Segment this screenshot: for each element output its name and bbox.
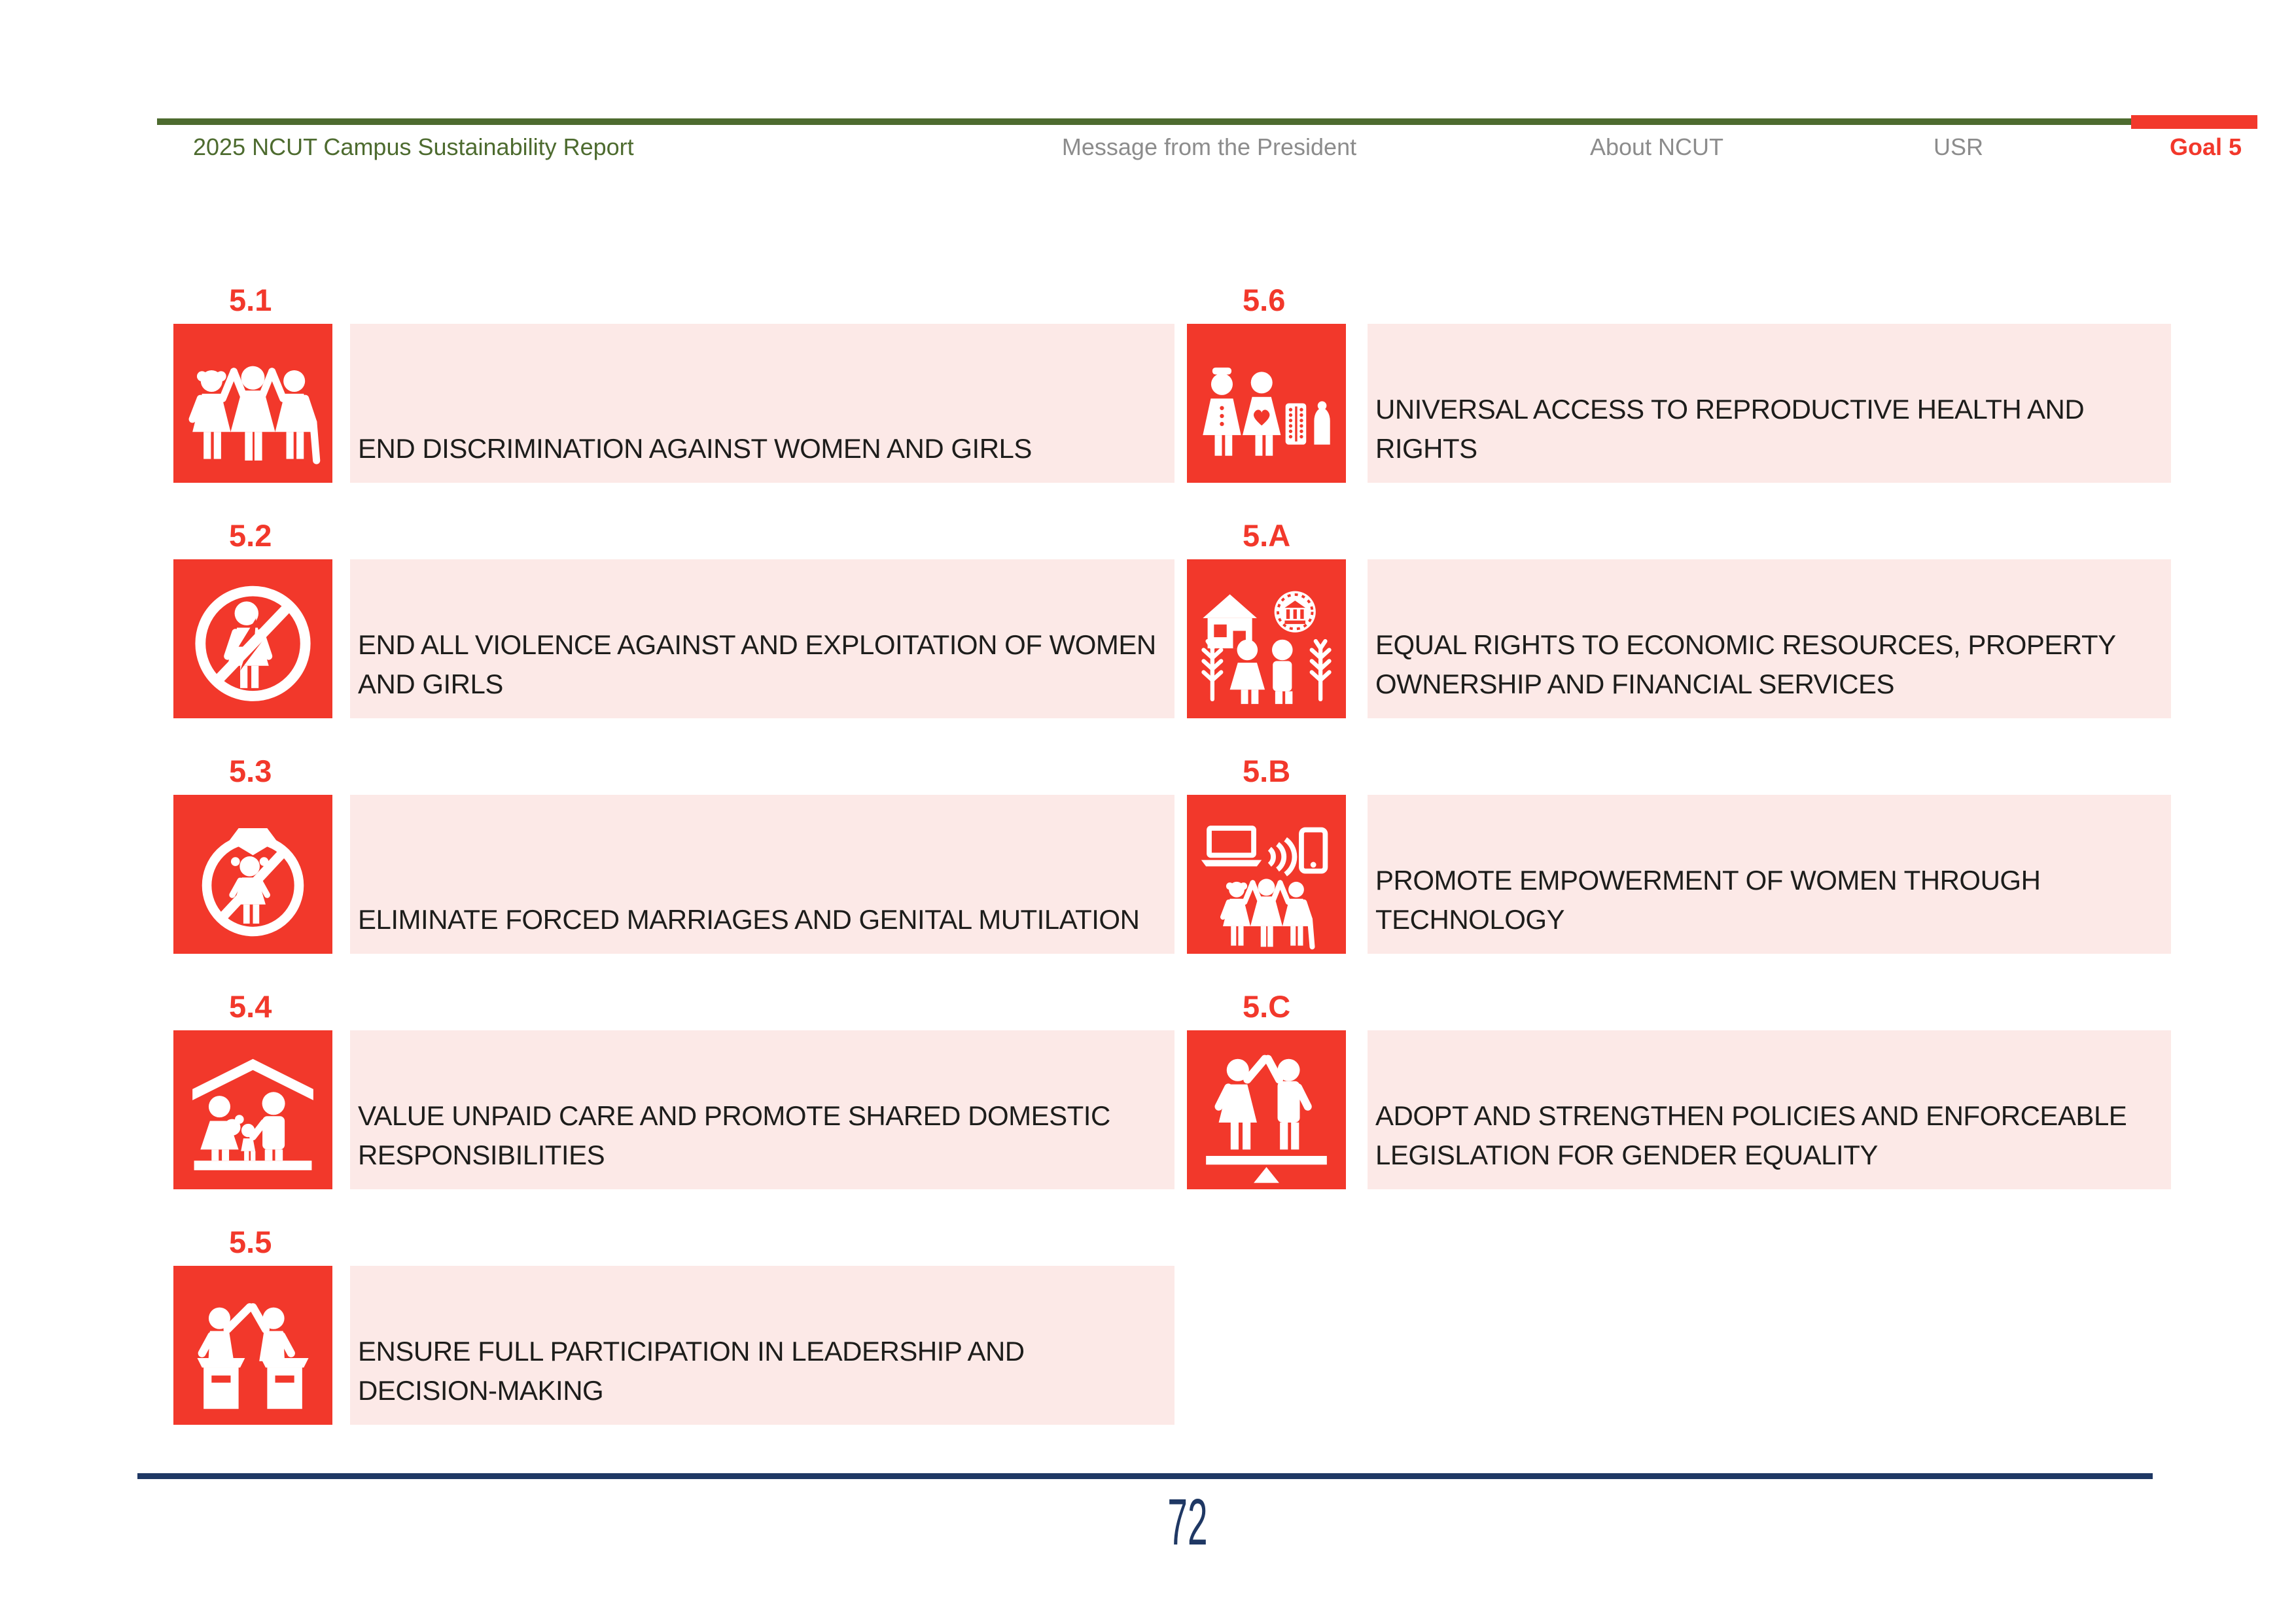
target-description: EQUAL RIGHTS TO ECONOMIC RESOURCES, PROPERTY OWNERSHIP AND FINANCIAL SERVICES: [1375, 629, 2115, 699]
target-description: VALUE UNPAID CARE AND PROMOTE SHARED DOMESTIC RESPONSIBILITIES: [358, 1100, 1110, 1170]
target-row-5-5: [173, 1225, 1181, 1425]
economic-resources-icon: [1187, 559, 1346, 718]
nav-item-usr[interactable]: USR: [1933, 133, 1984, 160]
target-description: ADOPT AND STRENGTHEN POLICIES AND ENFORCEABLE LEGISLATION FOR GENDER EQUALITY: [1375, 1100, 2127, 1170]
target-description: PROMOTE EMPOWERMENT OF WOMEN THROUGH TECHNOLOGY: [1375, 865, 2041, 935]
target-description-box: [1368, 795, 2171, 954]
gender-equality-balance-icon: [1187, 1030, 1346, 1189]
target-number: 5.6: [1243, 283, 1286, 317]
target-number: 5.2: [229, 518, 272, 553]
target-row-5-b: [1187, 754, 2175, 954]
target-description: UNIVERSAL ACCESS TO REPRODUCTIVE HEALTH AND RIGHTS: [1375, 394, 2085, 464]
header-rule: [157, 118, 2131, 125]
target-description: END DISCRIMINATION AGAINST WOMEN AND GIRLS: [358, 433, 1032, 464]
footer-rule: [137, 1473, 2153, 1479]
target-row-5-6: [1187, 283, 2175, 483]
report-title: 2025 NCUT Campus Sustainability Report: [193, 133, 634, 160]
no-violence-icon: [173, 559, 332, 718]
target-row-5-4: [173, 989, 1181, 1189]
target-description-box: [350, 795, 1174, 954]
target-row-5-3: [173, 754, 1181, 954]
target-row-5-2: [173, 518, 1181, 718]
target-number: 5.1: [229, 283, 272, 317]
page-number: 72: [1167, 1486, 1208, 1559]
active-tab-indicator: [2131, 115, 2257, 129]
target-description-box: [350, 1266, 1174, 1425]
three-women-holding-hands-icon: [173, 324, 332, 483]
target-number: 5.C: [1243, 989, 1291, 1024]
leadership-podiums-icon: [173, 1266, 332, 1425]
target-row-5-1: [173, 283, 1181, 483]
target-description-box: [350, 1030, 1174, 1189]
target-description-box: [1368, 324, 2171, 483]
target-description-box: [350, 559, 1174, 718]
target-description-box: [1368, 559, 2171, 718]
reproductive-health-icon: [1187, 324, 1346, 483]
target-description: ELIMINATE FORCED MARRIAGES AND GENITAL MUTILATION: [358, 904, 1140, 935]
target-number: 5.3: [229, 754, 272, 788]
no-forced-marriage-icon: [173, 795, 332, 954]
nav-item-about-ncut[interactable]: About NCUT: [1589, 133, 1724, 160]
women-technology-icon: [1187, 795, 1346, 954]
targets-column-right: [1187, 283, 2175, 1228]
target-description-box: [1368, 1030, 2171, 1189]
nav-item-goal-5[interactable]: Goal 5: [2169, 133, 2242, 160]
targets-column-left: [173, 283, 1181, 1463]
target-number: 5.B: [1243, 754, 1291, 788]
target-row-5-c: [1187, 989, 2175, 1189]
nav-item-message-from-the-president[interactable]: Message from the President: [1061, 133, 1357, 160]
family-under-roof-icon: [173, 1030, 332, 1189]
target-description: ENSURE FULL PARTICIPATION IN LEADERSHIP AND DECISION-MAKING: [358, 1336, 1025, 1406]
target-number: 5.4: [229, 989, 272, 1024]
target-number: 5.A: [1243, 518, 1291, 553]
target-row-5-a: [1187, 518, 2175, 718]
target-description-box: [350, 324, 1174, 483]
target-number: 5.5: [229, 1225, 272, 1259]
target-description: END ALL VIOLENCE AGAINST AND EXPLOITATION OF WOMEN AND GIRLS: [358, 629, 1156, 699]
